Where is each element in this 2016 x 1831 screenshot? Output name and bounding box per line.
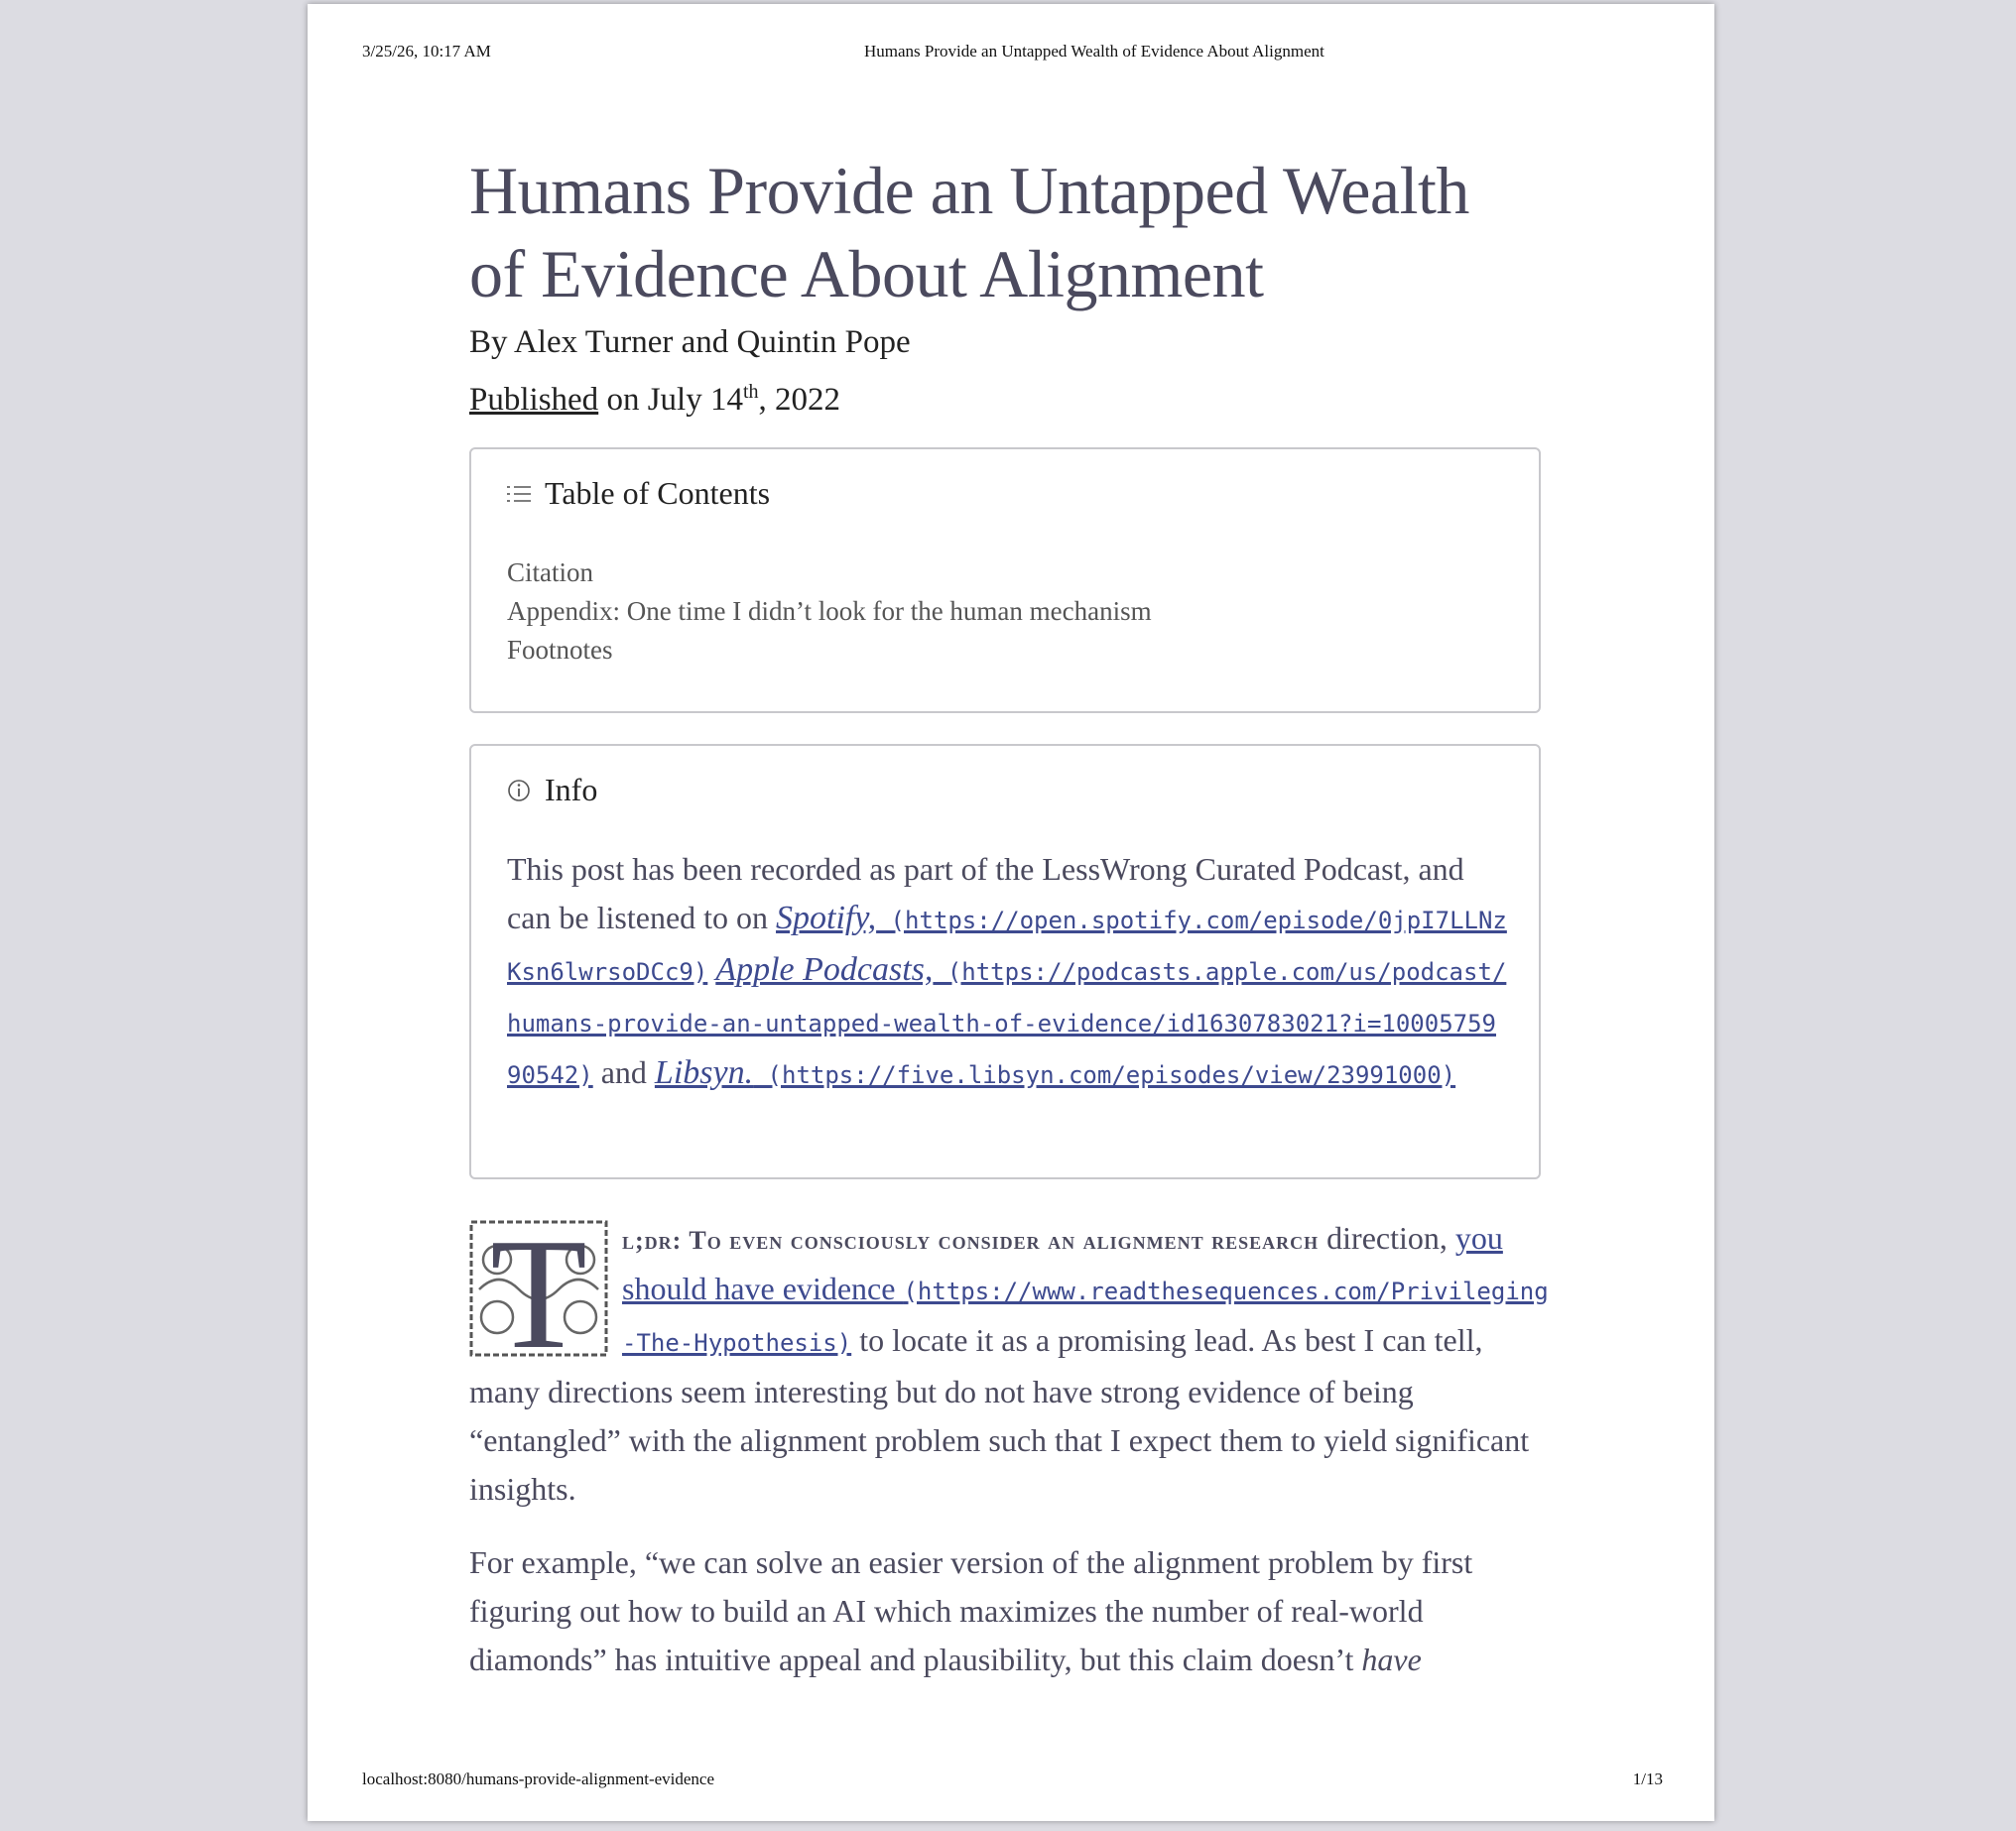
published-date: Published on July 14th, 2022	[469, 381, 841, 418]
toc-item-citation[interactable]: Citation	[507, 557, 593, 587]
tldr-paragraph: T l;dr: To even consciously consider an alignment research direction, you should have evidence (https://www.readthesequences.com/Privileging-The-Hypothesis) to locate it as a promising lead. As best I can tell, many directions seem interesting but do not have strong evidence of being “entangled” with the alignment problem such that I expect them to yield significant insights.	[469, 1214, 1551, 1514]
page-number: 1/13	[1632, 1770, 1663, 1788]
article-header	[469, 149, 1541, 425]
print-page	[308, 4, 1714, 1821]
example-paragraph: For example, “we can solve an easier version of the alignment problem by first figuring out how to build an AI which maximizes the number of real-world diamonds” has intuitive appeal and plausibility, but this claim doesn’t have	[469, 1544, 1473, 1677]
privileging-hypothesis-link[interactable]: you should have evidence (https://www.readthesequences.com/Privileging-The-Hypothesis)	[622, 1220, 1549, 1357]
toc-item-footnotes[interactable]: Footnotes	[507, 635, 613, 665]
spotify-link[interactable]: Spotify, (https://open.spotify.com/episode/0jpI7LLNzKsn6lwrsoDCc9)	[507, 900, 1507, 986]
page-title: Humans Provide an Untapped Wealth of Evidence About Alignment	[469, 153, 1469, 311]
ornamental-dropcap-t	[469, 1220, 608, 1357]
table-of-contents	[469, 447, 1541, 713]
list-icon	[507, 484, 531, 504]
print-url: localhost:8080/humans-provide-alignment-evidence	[362, 1770, 715, 1788]
published-link[interactable]: Published	[469, 382, 599, 418]
toc-title: Table of Contents	[507, 475, 770, 512]
apple-podcasts-link[interactable]: Apple Podcasts, (https://podcasts.apple.com/us/podcast/humans-provide-an-untapped-wealth-of-evidence/id1630783021?i=1000575990542)	[507, 951, 1507, 1089]
libsyn-link[interactable]: Libsyn. (https://five.libsyn.com/episodes/view/23991000)	[654, 1054, 1456, 1091]
svg-text:T: T	[490, 1220, 587, 1357]
toc-item-appendix[interactable]: Appendix: One time I didn’t look for the human mechanism	[507, 596, 1152, 626]
print-doc-title: Humans Provide an Untapped Wealth of Evidence About Alignment	[864, 42, 1324, 61]
byline: By Alex Turner and Quintin Pope	[469, 324, 911, 360]
info-text: This post has been recorded as part of the LessWrong Curated Podcast, and can be listened to on Spotify, (https://open.spotify.com/episode/0jpI7LLNzKsn6lwrsoDCc9) Apple Podcasts, (https://podcasts.apple.com/us/podcast/humans-provide-an-untapped-wealth-of-evidence/id1630783021?i=1000575990542) and Libsyn. (https://five.libsyn.com/episodes/view/23991000)	[507, 851, 1507, 1091]
info-box	[469, 744, 1541, 1179]
info-title: Info	[507, 772, 597, 808]
info-icon	[507, 779, 531, 802]
print-datetime: 3/25/26, 10:17 AM	[362, 42, 491, 61]
